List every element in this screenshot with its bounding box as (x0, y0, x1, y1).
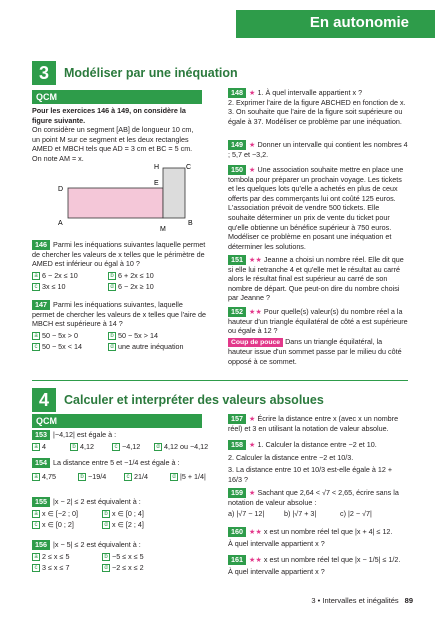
label-m: M (160, 226, 166, 233)
option-d[interactable]: −2 ≤ x ≤ 2 (112, 563, 144, 573)
item: 3. On souhaite que l'aire de la figure soit supérieure ou égale à 37. Modéliser ce problème par une inéquation. (228, 107, 403, 126)
qcm-label: QCM (32, 90, 202, 104)
page-header (0, 0, 435, 40)
page-footer (311, 596, 413, 605)
exercise-number: 151 (228, 255, 246, 265)
exercise-text: Une association souhaite mettre en place une tombola pour préparer un prochain voyage. Les tickets et les quelques lots qu'elle a achetés en plus de ceux offerts par des commerçants lui ont coûté 125 euros. L'association prévoit de vendre 500 tickets. Elle souhaite déterminer un prix de vente du ticket pour qu'elle obtienne un bénéfice supérieur à 750 euros. Modéliser ce problème en posant une inéquation et déterminer les solutions. (228, 165, 404, 251)
exercise-147: 147 Parmi les inéquations suivantes, laquelle permet de chercher les valeurs de x telles que l'aire de MBCH est supérieure à 14 ? a 50 − 5x > 0 b 50 − 5x > 14 c 50 − 5x < 14 d une autre inéquation (32, 300, 206, 352)
exercise-text: La distance entre 5 et −1/4 est égale à : (53, 458, 180, 467)
geometry-figure (58, 163, 198, 238)
exercise-text: Écrire la distance entre x (avec x un nombre réel) et 3 en utilisant la notation de valeur absolue. (228, 414, 399, 433)
label-c: C (186, 164, 192, 171)
exercise-text: Jeanne a choisi un nombre réel. Elle dit que si elle lui retranche 4 et qu'elle met le résultat au carré alors le résultat final est supérieur au carré de son nombre de départ. Que peut-on dire du nombre choisi par Jeanne ? (228, 255, 404, 303)
exercise-text: Pour quelle(s) valeur(s) du nombre réel a la hauteur d'un triangle équilatéral de côté a est supérieure ou égale à 12 ? (228, 307, 408, 336)
item: 1. Calculer la distance entre −2 et 10. (257, 440, 377, 449)
exercise-161: 161 ★★ x est un nombre réel tel que |x − 1/5| ≤ 1/2. À quel intervalle appartient x ? (228, 555, 408, 576)
exercise-text: |x − 2| ≤ 2 est équivalent à : (53, 497, 141, 506)
section-3-title: Modéliser par une inéquation (64, 66, 238, 80)
item-a: a) |√7 − 12| (228, 509, 265, 519)
section-4-number: 4 (32, 388, 56, 412)
exercise-155: 155 |x − 2| ≤ 2 est équivalent à : a x ∈ [−2 ; 0] b x ∈ [0 ; 4] c x ∈ [0 ; 2] d x ∈ [2 ; 4] (32, 497, 212, 530)
label-b: B (188, 220, 193, 227)
exercise-text: Parmi les inéquations suivantes, laquelle permet de chercher les valeurs de x telles que l'aire de MBCH est supérieure à 14 ? (32, 300, 206, 329)
label-e: E (154, 180, 159, 187)
exercise-text: Sachant que 2,64 < √7 < 2,65, écrire sans la notation de valeur absolue : (228, 488, 399, 507)
exercise-152: 152 ★★ Pour quelle(s) valeur(s) du nombre réel a la hauteur d'un triangle équilatéral de côté a est supérieure ou égale à 12 ? Coup de pouce Dans un triangle équilatéral, la hauteur issue d'un sommet passe par le milieu du côté opposé à ce sommet. (228, 307, 408, 366)
exercise-text: |x − 5| ≤ 2 est équivalent à : (53, 540, 141, 549)
exercise-number: 146 (32, 240, 50, 250)
item: 3. La distance entre 10 et 10/3 est-elle égale à 12 + 16/3 ? (228, 465, 393, 484)
option-d[interactable]: une autre inéquation (118, 342, 184, 352)
exercise-157: 157 ★ Écrire la distance entre x (avec x un nombre réel) et 3 en utilisant la notation de valeur absolue. (228, 414, 399, 433)
option-a[interactable]: x ∈ [−2 ; 0] (42, 508, 79, 518)
exercise-153: 153 |−4,12| est égale à : a 4 b 4,12 c −4,12 d 4,12 ou −4,12 (32, 430, 212, 451)
exercise-text: Parmi les inéquations suivantes laquelle permet de chercher les valeurs de x telles que le périmètre de AMED est inférieur ou égal à 10 ? (32, 240, 206, 269)
exercise-number: 153 (32, 430, 50, 440)
option-d[interactable]: x ∈ [2 ; 4] (112, 520, 144, 530)
footer-chapter: 3 • Intervalles et inégalités (311, 596, 399, 605)
exercise-151: 151 ★★ Jeanne a choisi un nombre réel. Elle dit que si elle lui retranche 4 et qu'elle met le résultat au carré alors le résultat final est supérieur au carré de son nombre de départ. Que peut-on dire du nombre choisi par Jeanne ? (228, 255, 404, 303)
option-a[interactable]: 2 ≤ x ≤ 5 (42, 551, 70, 561)
exercise-number: 159 (228, 488, 246, 498)
label-h: H (154, 164, 160, 171)
exercise-question: À quel intervalle appartient x ? (228, 538, 325, 548)
option-c[interactable]: 50 − 5x < 14 (42, 342, 82, 352)
intro-text (32, 106, 202, 164)
intro-line: Pour les exercices 146 à 149, on considère la figure suivante. (32, 106, 186, 125)
intro-line: On considère un segment [AB] de longueur 10 cm, un point M sur ce segment et les deux rectangles AMED et MBCH tels que AD = 3 cm et BC = 5 cm. (32, 125, 194, 154)
option-c[interactable]: 3x ≤ 10 (42, 282, 66, 292)
qcm-label: QCM (32, 414, 202, 428)
intro-line: On note AM = x. (32, 153, 84, 163)
page-number: 89 (404, 596, 413, 605)
exercise-number: 157 (228, 414, 246, 424)
item: 2. Calculer la distance entre −2 et 10/3. (228, 452, 354, 462)
exercise-number: 161 (228, 555, 246, 565)
option-c[interactable]: 3 ≤ x ≤ 7 (42, 563, 70, 573)
exercise-154: 154 La distance entre 5 et −1/4 est égale à : a 4,75 b −19/4 c 21/4 d |5 + 1/4| (32, 458, 212, 481)
item: 1. À quel intervalle appartient x ? (257, 88, 363, 97)
exercise-number: 150 (228, 165, 246, 175)
exercise-159: 159 ★ Sachant que 2,64 < √7 < 2,65, écrire sans la notation de valeur absolue : a) |√7 − 12| b) |√7 + 3| c) |2 − √7| (228, 488, 399, 519)
exercise-number: 155 (32, 497, 50, 507)
section-divider (32, 380, 408, 381)
option-c[interactable]: x ∈ [0 ; 2] (42, 520, 74, 530)
rect-mbch (163, 168, 185, 218)
option-d[interactable]: |5 + 1/4| (180, 471, 206, 481)
item: 2. Exprimer l'aire de la figure ABCHED en fonction de x. (228, 97, 406, 107)
exercise-148: 148 ★ 1. À quel intervalle appartient x ? 2. Exprimer l'aire de la figure ABCHED en fonction de x. 3. On souhaite que l'aire de la figure soit supérieure ou égale à 37. Modéliser ce problème par une inéquation. (228, 88, 408, 126)
tip-label: Coup de pouce (228, 338, 283, 348)
option-a[interactable]: 4,75 (42, 471, 56, 481)
section-3-number: 3 (32, 61, 56, 85)
option-a[interactable]: 50 − 5x > 0 (42, 330, 78, 340)
exercise-text: x est un nombre réel tel que |x − 1/5| ≤ 1/2. (263, 555, 401, 564)
exercise-number: 154 (32, 458, 50, 468)
option-b[interactable]: 50 − 5x > 14 (118, 330, 158, 340)
exercise-146: 146 Parmi les inéquations suivantes laquelle permet de chercher les valeurs de x telles que le périmètre de AMED est inférieur ou égal à 10 ? a 6 − 2x ≤ 10 b 6 + 2x ≤ 10 c 3x ≤ 10 d 6 − 2x ≥ 10 (32, 240, 206, 292)
option-c[interactable]: 21/4 (134, 471, 148, 481)
option-b[interactable]: −5 ≤ x ≤ 5 (112, 551, 144, 561)
exercise-text: |−4,12| est égale à : (53, 430, 117, 439)
exercise-text: x est un nombre réel tel que |x + 4| ≤ 12. (263, 527, 393, 536)
exercise-number: 160 (228, 527, 246, 537)
tip-text: Dans un triangle équilatéral, la hauteur issue d'un sommet passe par le milieu du côté opposé à ce sommet. (228, 336, 402, 366)
exercise-160: 160 ★★ x est un nombre réel tel que |x + 4| ≤ 12. À quel intervalle appartient x ? (228, 527, 408, 548)
option-b[interactable]: x ∈ [0 ; 4] (112, 508, 144, 518)
option-b[interactable]: −19/4 (88, 471, 107, 481)
exercise-number: 147 (32, 300, 50, 310)
exercise-158: 158 ★ 1. Calculer la distance entre −2 et 10. 2. Calculer la distance entre −2 et 10/3. 3. La distance entre 10 et 10/3 est-elle égale à 12 + 16/3 ? (228, 440, 408, 484)
option-a[interactable]: 6 − 2x ≤ 10 (42, 270, 78, 280)
option-c[interactable]: −4,12 (122, 441, 141, 451)
exercise-150: 150 ★ Une association souhaite mettre en place une tombola pour préparer un prochain voyage. Les tickets et les quelques lots qu'elle a achetés en plus de ceux offerts par des commerçants lui ont coûté 125 euros. L'association prévoit de vendre 500 tickets. Elle souhaite déterminer un prix de vente du ticket pour qu'elle obtienne un bénéfice supérieur à 750 euros. Modéliser ce problème en posant une inéquation et déterminer les solutions. (228, 165, 404, 251)
exercise-number: 156 (32, 540, 50, 550)
exercise-156: 156 |x − 5| ≤ 2 est équivalent à : a 2 ≤ x ≤ 5 b −5 ≤ x ≤ 5 c 3 ≤ x ≤ 7 d −2 ≤ x ≤ 2 (32, 540, 212, 573)
label-d: D (58, 186, 64, 193)
option-a[interactable]: 4 (42, 441, 46, 451)
exercise-number: 149 (228, 140, 246, 150)
exercise-text: Donner un intervalle qui contient les nombres 4 ; 5,7 et −3,2. (228, 140, 408, 159)
item-b: b) |√7 + 3| (284, 509, 317, 519)
item-c: c) |2 − √7| (340, 509, 372, 519)
section-4-title: Calculer et interpréter des valeurs absolues (64, 393, 324, 407)
option-b[interactable]: 6 + 2x ≤ 10 (118, 270, 154, 280)
option-d[interactable]: 6 − 2x ≥ 10 (118, 282, 154, 292)
exercise-question: À quel intervalle appartient x ? (228, 566, 325, 576)
option-b[interactable]: 4,12 (80, 441, 94, 451)
label-a: A (58, 220, 63, 227)
header-title: En autonomie (309, 14, 409, 31)
option-d[interactable]: 4,12 ou −4,12 (164, 441, 209, 451)
rect-amed (68, 188, 163, 218)
exercise-149: 149 ★ Donner un intervalle qui contient les nombres 4 ; 5,7 et −3,2. (228, 140, 408, 159)
exercise-number: 152 (228, 307, 246, 317)
exercise-number: 158 (228, 440, 246, 450)
exercise-number: 148 (228, 88, 246, 98)
